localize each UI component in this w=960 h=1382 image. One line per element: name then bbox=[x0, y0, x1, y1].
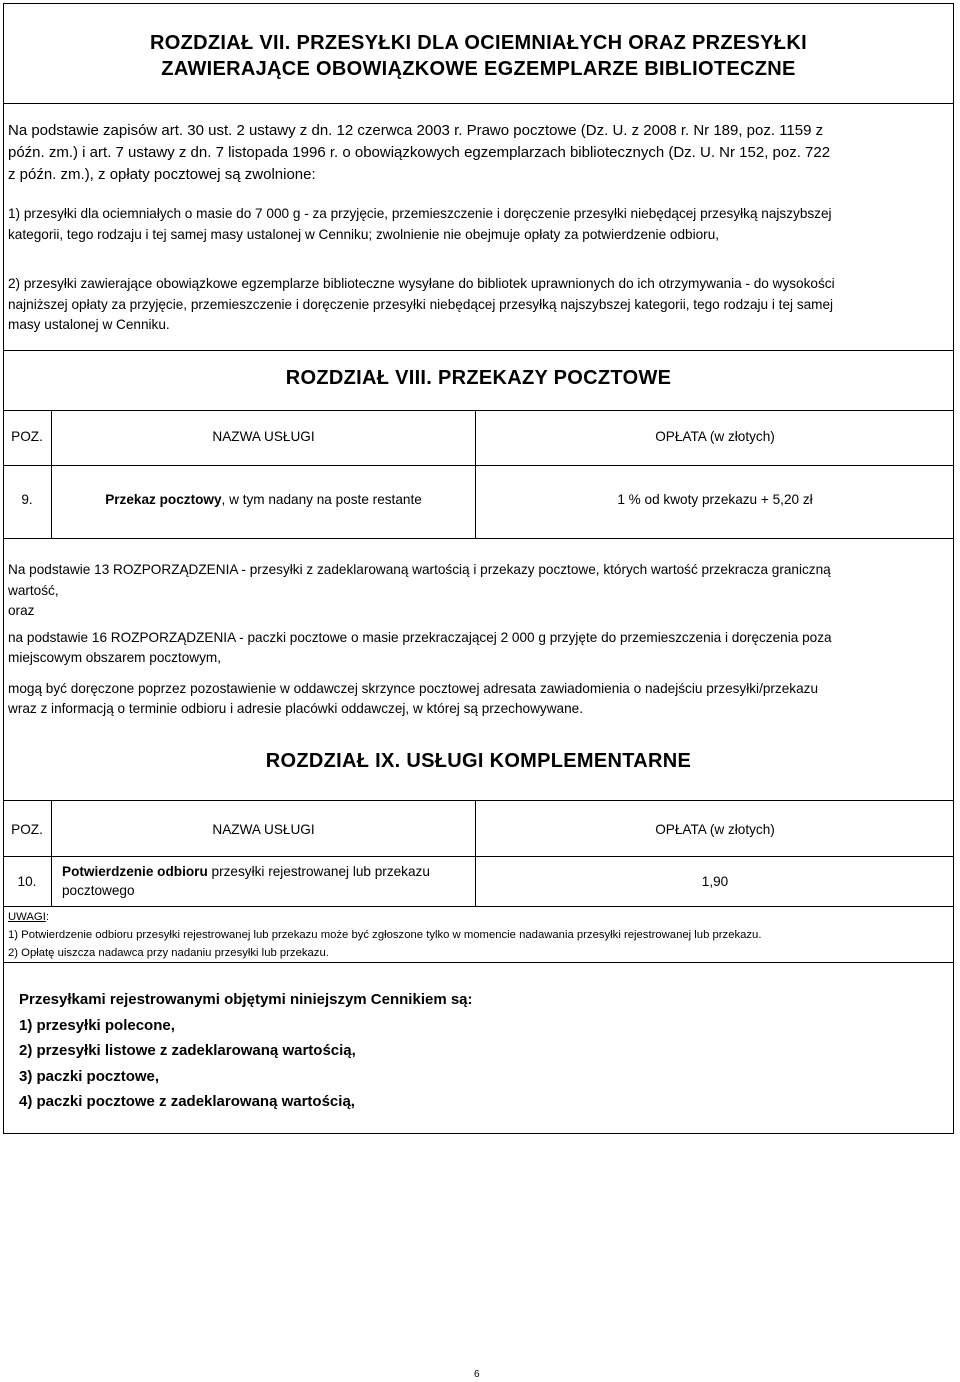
list-item: 4) paczki pocztowe z zadeklarowaną wartością, bbox=[19, 1093, 355, 1110]
remarks bbox=[8, 908, 761, 962]
column-header-fee: OPŁATA (w złotych) bbox=[655, 429, 775, 444]
registered-heading: Przesyłkami rejestrowanymi objętymi niniejszym Cennikiem są: bbox=[19, 991, 473, 1008]
chapter7-intro bbox=[8, 120, 830, 186]
divider bbox=[3, 410, 954, 411]
list-item: 3) paczki pocztowe, bbox=[19, 1067, 160, 1085]
chapter9-title: ROZDZIAŁ IX. USŁUGI KOMPLEMENTARNE bbox=[265, 750, 692, 772]
intro-line: późn. zm.) i art. 7 ustawy z dn. 7 listopada 1996 r. o obowiązkowych egzemplarzach bibliotecznych (Dz. U. Nr 152, poz. 722 bbox=[8, 144, 831, 161]
note-line: miejscowym obszarem pocztowym, bbox=[8, 650, 222, 665]
service-desc: przesyłki rejestrowanej lub przekazu bbox=[207, 864, 430, 879]
remarks-label: UWAGI bbox=[8, 911, 46, 923]
list-item: 1) przesyłki polecone, bbox=[19, 1016, 175, 1034]
item-line: 2) przesyłki zawierające obowiązkowe egzemplarze biblioteczne wysyłane do bibliotek uprawnionych do ich otrzymywania - do wysokości bbox=[8, 276, 835, 291]
table-row-pos: 10. bbox=[17, 874, 37, 889]
divider bbox=[3, 465, 954, 466]
table-row-name bbox=[62, 862, 430, 900]
column-header-name: NAZWA USŁUGI bbox=[212, 429, 315, 444]
divider bbox=[3, 103, 954, 104]
intro-line: z późn. zm.), z opłaty pocztowej są zwolnione: bbox=[8, 166, 316, 183]
divider bbox=[3, 800, 954, 801]
service-name: Potwierdzenie odbioru bbox=[62, 864, 208, 879]
divider bbox=[3, 906, 954, 907]
table-row-fee: 1 % od kwoty przekazu + 5,20 zł bbox=[617, 492, 813, 507]
table-row-pos: 9. bbox=[21, 492, 33, 507]
note-line: mogą być doręczone poprzez pozostawienie w oddawczej skrzynce pocztowej adresata zawiadomienia o nadejściu przesyłki/przekazu bbox=[8, 680, 819, 696]
table-row-fee: 1,90 bbox=[701, 874, 729, 889]
column-header-name: NAZWA USŁUGI bbox=[212, 822, 315, 837]
intro-line: Na podstawie zapisów art. 30 ust. 2 ustawy z dn. 12 czerwca 2003 r. Prawo pocztowe (Dz. U. z 2008 r. Nr 189, poz. 1159 z bbox=[8, 122, 824, 139]
service-desc: , w tym nadany na poste restante bbox=[221, 492, 422, 507]
chapter7-title-line1: ROZDZIAŁ VII. PRZESYŁKI DLA OCIEMNIAŁYCH ORAZ PRZESYŁKI bbox=[150, 32, 807, 54]
table-column-divider bbox=[51, 800, 52, 906]
column-header-pos: POZ. bbox=[11, 822, 43, 837]
chapter7-title-line2: ZAWIERAJĄCE OBOWIĄZKOWE EGZEMPLARZE BIBLIOTECZNE bbox=[161, 58, 796, 80]
page-number: 6 bbox=[474, 1369, 480, 1380]
item-line: najniższej opłaty za przyjęcie, przemieszczenie i doręczenie przesyłki niebędącej przesyłką najszybszej kategorii, tego rodzaju i tej samej bbox=[8, 296, 834, 312]
list-item: 2) przesyłki listowe z zadeklarowaną wartością, bbox=[19, 1042, 356, 1059]
service-name: Przekaz pocztowy bbox=[105, 492, 222, 507]
note-line: oraz bbox=[8, 603, 35, 618]
remark-item: 2) Opłatę uiszcza nadawca przy nadaniu przesyłki lub przekazu. bbox=[8, 947, 329, 959]
divider bbox=[3, 856, 954, 857]
note-line: wartość, bbox=[8, 582, 59, 598]
chapter8-title: ROZDZIAŁ VIII. PRZEKAZY POCZTOWE bbox=[285, 367, 672, 389]
divider bbox=[3, 538, 954, 539]
note-line: wraz z informacją o terminie odbioru i adresie placówki oddawczej, w której są przechowywane. bbox=[8, 701, 583, 716]
table-row-name bbox=[52, 490, 475, 511]
divider bbox=[3, 962, 954, 963]
column-header-pos: POZ. bbox=[11, 429, 43, 444]
remarks-colon: : bbox=[45, 911, 50, 923]
note-line: na podstawie 16 ROZPORZĄDZENIA - paczki pocztowe o masie przekraczającej 2 000 g przyjęte do przemieszczenia i doręczenia poza bbox=[8, 629, 832, 645]
divider bbox=[3, 350, 954, 351]
column-header-fee: OPŁATA (w złotych) bbox=[655, 822, 775, 837]
note-line: Na podstawie 13 ROZPORZĄDZENIA - przesyłki z zadeklarowaną wartością i przekazy pocztowe, których wartość przekracza graniczną bbox=[8, 562, 831, 577]
item-line: 1) przesyłki dla ociemniałych o masie do 7 000 g - za przyjęcie, przemieszczenie i doręczenie przesyłki niebędącej przesyłką najszybszej bbox=[8, 206, 832, 221]
item-line: kategorii, tego rodzaju i tej samej masy ustalonej w Cenniku; zwolnienie nie obejmuje opłaty za potwierdzenie odbioru, bbox=[8, 226, 720, 242]
registered-list bbox=[19, 987, 473, 1115]
service-desc-line2: pocztowego bbox=[62, 883, 135, 898]
item-line: masy ustalonej w Cenniku. bbox=[8, 317, 170, 332]
chapter8-note bbox=[8, 560, 832, 720]
chapter7-item2 bbox=[8, 274, 835, 336]
chapter7-item1 bbox=[8, 204, 832, 245]
remark-item: 1) Potwierdzenie odbioru przesyłki rejestrowanej lub przekazu może być zgłoszone tylko w momencie nadawania przesyłki rejestrowanej lub przekazu. bbox=[8, 929, 762, 941]
